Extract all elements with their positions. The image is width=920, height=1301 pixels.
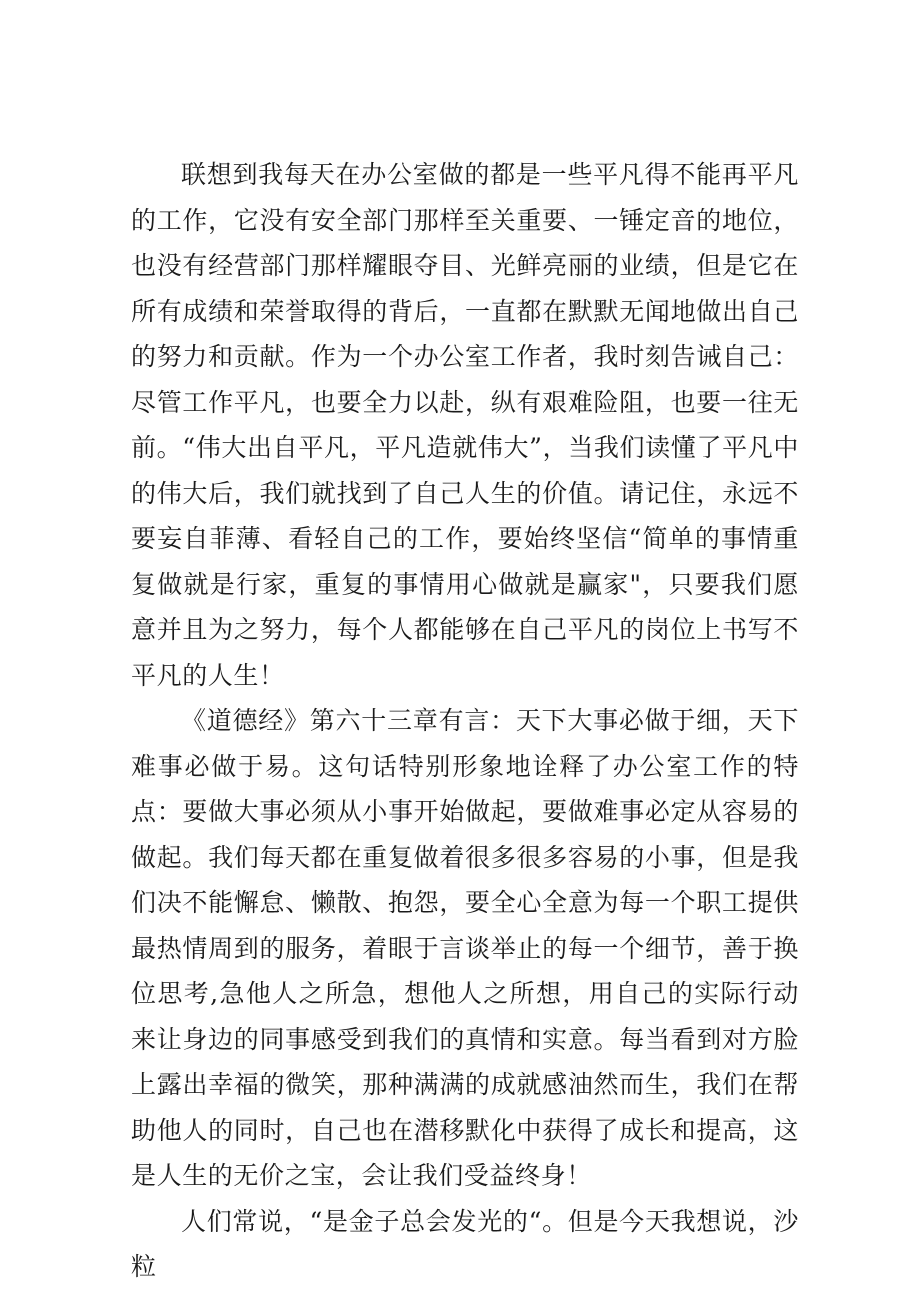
paragraph-2: 《道德经》第六十三章有言：天下大事必做于细，天下难事必做于易。这句话特别形象地诠释了办公室工作的特点：要做大事必须从小事开始做起，要做难事必定从容易的做起。我们每天都在重复做着很多很多容易的小事，但是我们决不能懈怠、懒散、抱怨，要全心全意为每一个职工提供最热情周到的服务，着眼于言谈举止的每一个细节，善于换位思考,急他人之所急，想他人之所想，用自己的实际行动来让身边的同事感受到我们的真情和实意。每当看到对方脸上露出幸福的微笑，那种满满的成就感油然而生，我们在帮助他人的同时，自己也在潜移默化中获得了成长和提高，这是人生的无价之宝，会让我们受益终身！ — [131, 706, 799, 1190]
paragraph-1: 联想到我每天在办公室做的都是一些平凡得不能再平凡的工作，它没有安全部门那样至关重要、一锤定音的地位，也没有经营部门那样耀眼夺目、光鲜亮丽的业绩，但是它在所有成绩和荣誉取得的背后，一直都在默默无闻地做出自己的努力和贡献。作为一个办公室工作者，我时刻告诫自己：尽管工作平凡，也要全力以赴，纵有艰难险阻，也要一往无前。“伟大出自平凡，平凡造就伟大”，当我们读懂了平凡中的伟大后，我们就找到了自己人生的价值。请记住，永远不要妄自菲薄、看轻自己的工作，要始终坚信“简单的事情重复做就是行家，重复的事情用心做就是赢家"，只要我们愿意并且为之努力，每个人都能够在自己平凡的岗位上书写不平凡的人生！ — [131, 160, 799, 690]
body-text — [131, 152, 799, 1290]
paragraph-3: 人们常说，“是金子总会发光的“。但是今天我想说，沙粒 — [131, 1206, 799, 1281]
